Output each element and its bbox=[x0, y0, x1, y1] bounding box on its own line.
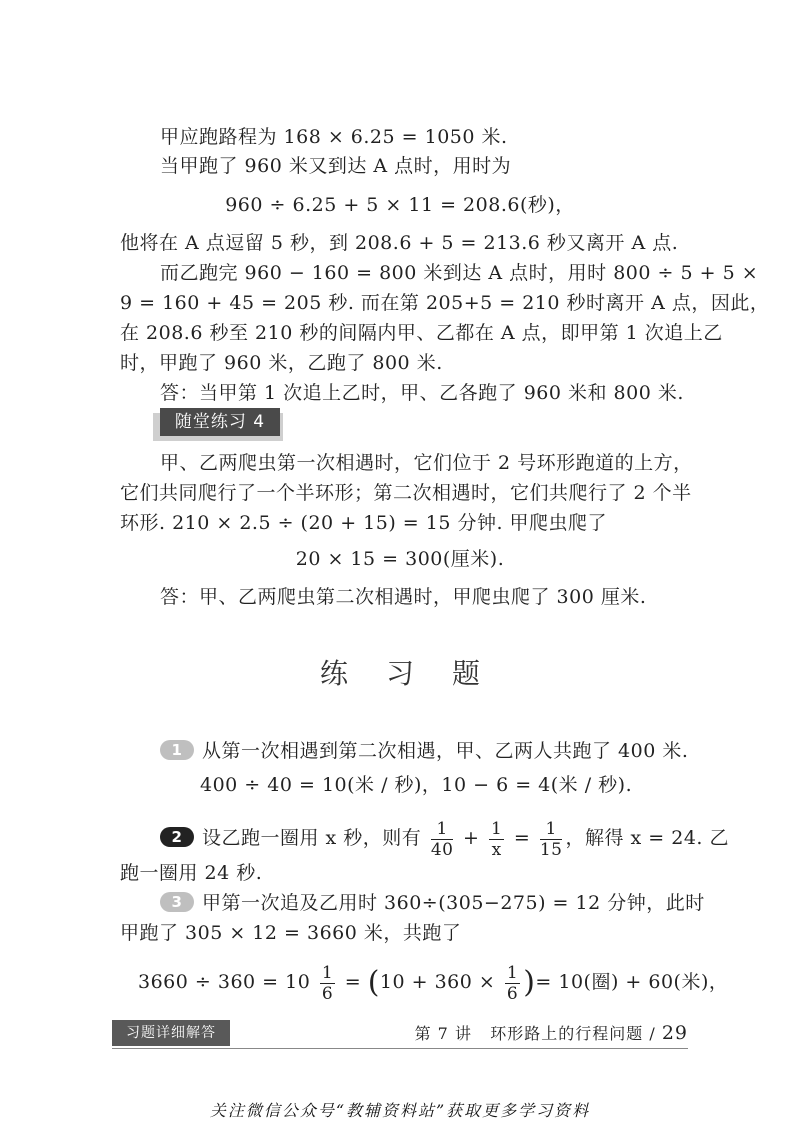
q1-line-1 bbox=[160, 738, 688, 764]
body-line-3: 他将在 A 点逗留 5 秒，到 208.6 + 5 = 213.6 秒又离开 A 点. bbox=[120, 232, 679, 254]
footer-title: 环形路上的行程问题 bbox=[490, 1024, 644, 1043]
q3-number-badge: 3 bbox=[160, 892, 194, 912]
q2-plus: + bbox=[463, 827, 480, 849]
mixed-fraction-1-6: $\frac{1}{6}$ bbox=[321, 962, 334, 1004]
q2-line-2: 跑一圈用 24 秒. bbox=[120, 862, 263, 884]
q3-text: 甲第一次追及乙用时 360÷(305−275) = 12 分钟，此时 bbox=[202, 892, 705, 914]
q3-eq-part-1: 3660 ÷ 360 = 10 bbox=[138, 971, 311, 993]
footer-rule bbox=[112, 1048, 688, 1049]
footer-separator: / bbox=[649, 1024, 656, 1043]
footer-section-label: 习题详细解答 bbox=[112, 1020, 230, 1046]
q1-line-2: 400 ÷ 40 = 10(米 / 秒)，10 − 6 = 4(米 / 秒). bbox=[200, 774, 633, 796]
watermark-text: 关注微信公众号“教辅资料站”获取更多学习资料 bbox=[209, 1101, 591, 1120]
practice-equation: 20 × 15 = 300(厘米). bbox=[295, 548, 505, 570]
body-line-4: 而乙跑完 960 − 160 = 800 米到达 A 点时，用时 800 ÷ 5 + 5 × bbox=[160, 262, 759, 284]
right-paren-icon: ) bbox=[523, 965, 536, 1000]
page-number: 29 bbox=[661, 1022, 688, 1044]
fraction-1-40: $\frac{1}{40}$ bbox=[430, 818, 454, 860]
q2-post: ，解得 x = 24. 乙 bbox=[565, 827, 729, 849]
fraction-1-6: $\frac{1}{6}$ bbox=[506, 962, 519, 1004]
footer-running-head bbox=[415, 1020, 688, 1047]
q3-line-1 bbox=[160, 890, 705, 916]
q2-line-1 bbox=[160, 816, 729, 860]
equation-1: 960 ÷ 6.25 + 5 × 11 = 208.6(秒)， bbox=[225, 194, 575, 216]
body-line-5: 9 = 160 + 45 = 205 秒. 而在第 205+5 = 210 秒时离开 A 点，因此， bbox=[120, 292, 770, 314]
q3-eq-part-3: 10 + 360 × bbox=[379, 971, 496, 993]
fraction-1-15: $\frac{1}{15}$ bbox=[539, 818, 563, 860]
q3-eq-part-2: = bbox=[344, 971, 362, 993]
q2-equals: = bbox=[513, 827, 531, 849]
left-paren-icon: ( bbox=[367, 965, 380, 1000]
answer-line: 答：当甲第 1 次追上乙时，甲、乙各跑了 960 米和 800 米. bbox=[160, 382, 684, 404]
q3-line-2: 甲跑了 305 × 12 = 3660 米，共跑了 bbox=[120, 922, 462, 944]
practice-line-1: 甲、乙两爬虫第一次相遇时，它们位于 2 号环形跑道的上方， bbox=[160, 452, 693, 474]
q2-number-badge: 2 bbox=[160, 827, 194, 847]
q1-text: 从第一次相遇到第二次相遇，甲、乙两人共跑了 400 米. bbox=[202, 740, 689, 762]
footer-lecture: 第 7 讲 bbox=[414, 1024, 472, 1043]
q3-equation bbox=[138, 960, 728, 1005]
practice-line-3: 环形. 210 × 2.5 ÷ (20 + 15) = 15 分钟. 甲爬虫爬了 bbox=[120, 512, 608, 534]
q3-eq-part-4: = 10(圈) + 60(米)， bbox=[535, 971, 729, 993]
q1-number-badge: 1 bbox=[160, 740, 194, 760]
body-line-7: 时，甲跑了 960 米，乙跑了 800 米. bbox=[120, 352, 443, 374]
body-line-1: 甲应跑路程为 168 × 6.25 = 1050 米. bbox=[160, 126, 508, 148]
practice-line-2: 它们共同爬行了一个半环形；第二次相遇时，它们共爬行了 2 个半 bbox=[120, 482, 692, 504]
practice-tag: 随堂练习 4 bbox=[160, 408, 280, 436]
exercises-heading: 练习题 bbox=[319, 657, 518, 690]
q2-pre: 设乙跑一圈用 x 秒，则有 bbox=[202, 827, 422, 849]
fraction-1-x: $\frac{1}{x}$ bbox=[491, 818, 503, 860]
body-line-2: 当甲跑了 960 米又到达 A 点时，用时为 bbox=[160, 155, 512, 177]
body-line-6: 在 208.6 秒至 210 秒的间隔内甲、乙都在 A 点，即甲第 1 次追上乙 bbox=[120, 322, 723, 344]
practice-answer: 答：甲、乙两爬虫第二次相遇时，甲爬虫爬了 300 厘米. bbox=[160, 586, 647, 608]
